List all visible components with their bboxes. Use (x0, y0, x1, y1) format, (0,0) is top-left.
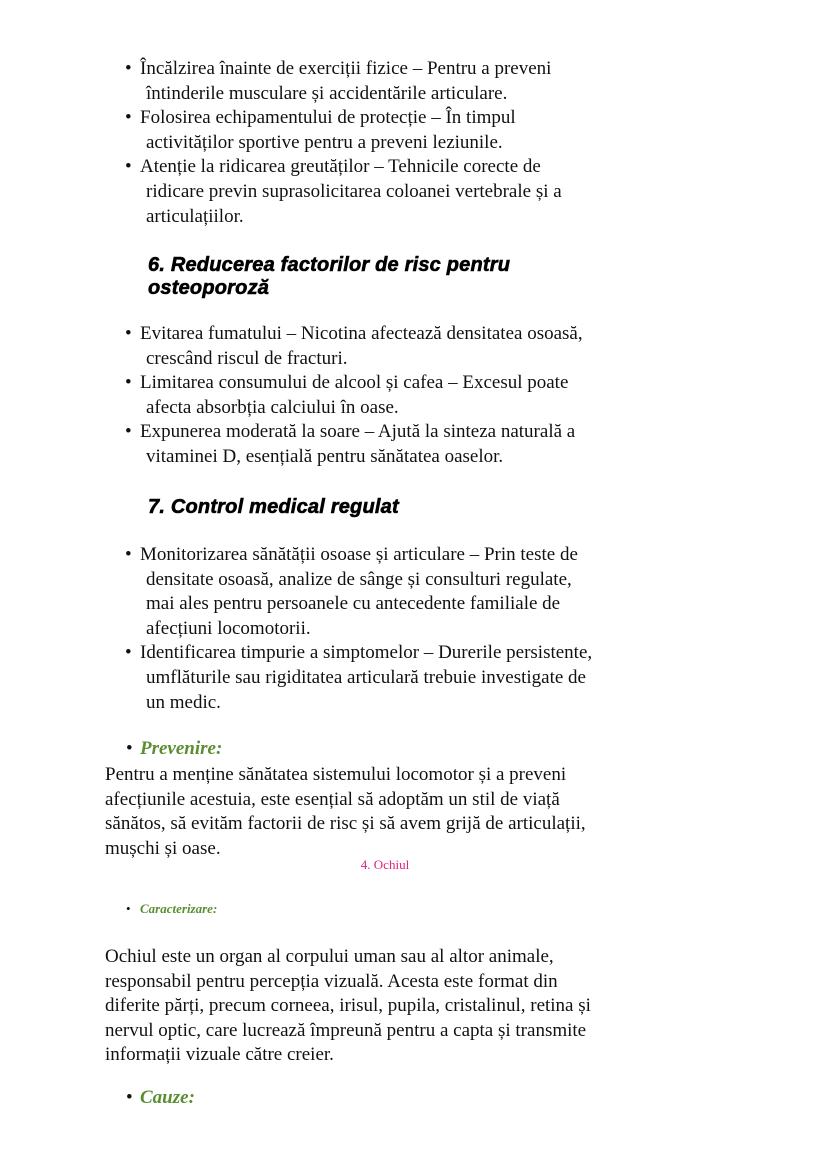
line: responsabil pentru percepția vizuală. Acesta este format din (105, 970, 558, 992)
list-item (0, 641, 828, 715)
section7-heading (0, 496, 828, 519)
line: • Monitorizarea sănătății osoase și articulare – Prin teste de (0, 543, 828, 568)
prevenire-label: • Prevenire: (140, 737, 222, 761)
line: crescând riscul de fracturi. (146, 347, 348, 369)
line: afecta absorbția calciului în oase. (146, 396, 399, 418)
line: umflăturile sau rigiditatea articulară trebuie investigate de (146, 666, 586, 688)
list-item (0, 322, 828, 371)
line: Pentru a menține sănătatea sistemului locomotor și a preveni (105, 764, 567, 785)
list-item (0, 543, 828, 641)
line: • Atenție la ridicarea greutăților – Tehnicile corecte de (0, 155, 828, 180)
list-item (0, 106, 828, 155)
line: afecțiuni locomotorii. (146, 617, 311, 639)
line: sănătos, să evităm factorii de risc și să avem grijă de articulații, (105, 813, 586, 835)
section7-list (0, 543, 828, 715)
line: diferite părți, precum corneea, irisul, pupila, cristalinul, retina și (105, 995, 591, 1017)
line: întinderile musculare și accidentările articulare. (146, 82, 508, 104)
list-item (0, 420, 828, 469)
line: nervul optic, care lucrează împreună pentru a capta și transmite (105, 1019, 587, 1041)
heading-line: osteoporoză (148, 277, 270, 299)
line: • Evitarea fumatului – Nicotina afectează densitatea osoasă, (0, 322, 828, 347)
line: articulațiilor. (146, 205, 244, 227)
line: densitate osoasă, analize de sânge și consulturi regulate, (146, 568, 572, 590)
caracterizare-label: • Caracterizare: (140, 901, 217, 917)
line: vitaminei D, esențială pentru sănătatea oaselor. (146, 445, 504, 467)
prevenire-paragraph (0, 763, 828, 861)
list-item (0, 57, 828, 106)
cauze-label: • Cauze: (140, 1086, 195, 1110)
heading-line: 7. Control medical regulat (148, 496, 399, 518)
chapter-title: 4. Ochiul (360, 857, 410, 872)
line: • Limitarea consumului de alcool și cafea – Excesul poate (0, 371, 828, 396)
list-item (0, 371, 828, 420)
line: activităților sportive pentru a preveni leziunile. (146, 131, 503, 153)
line: • Expunerea moderată la soare – Ajută la sinteza naturală a (0, 420, 828, 445)
line: • Identificarea timpurie a simptomelor – Durerile persistente, (0, 641, 828, 666)
heading-line: 6. Reducerea factorilor de risc pentru (148, 254, 511, 276)
line: un medic. (146, 691, 221, 713)
line: informații vizuale către creier. (105, 1044, 334, 1066)
section5-list (0, 57, 828, 229)
line: mai ales pentru persoanele cu antecedente familiale de (146, 593, 561, 615)
line: Ochiul este un organ al corpului uman sau al altor animale, (105, 946, 554, 967)
line: • Încălzirea înainte de exerciții fizice – Pentru a preveni (0, 57, 828, 82)
line: afecțiunile acestuia, este esențial să adoptăm un stil de viață (105, 788, 560, 810)
section6-list (0, 322, 828, 470)
caracterizare-paragraph (0, 945, 828, 1068)
line: • Folosirea echipamentului de protecție – În timpul (0, 106, 828, 131)
list-item (0, 155, 828, 229)
line: ridicare previn suprasolicitarea coloanei vertebrale și a (146, 180, 562, 202)
line: mușchi și oase. (105, 837, 221, 859)
section6-heading (0, 254, 828, 300)
